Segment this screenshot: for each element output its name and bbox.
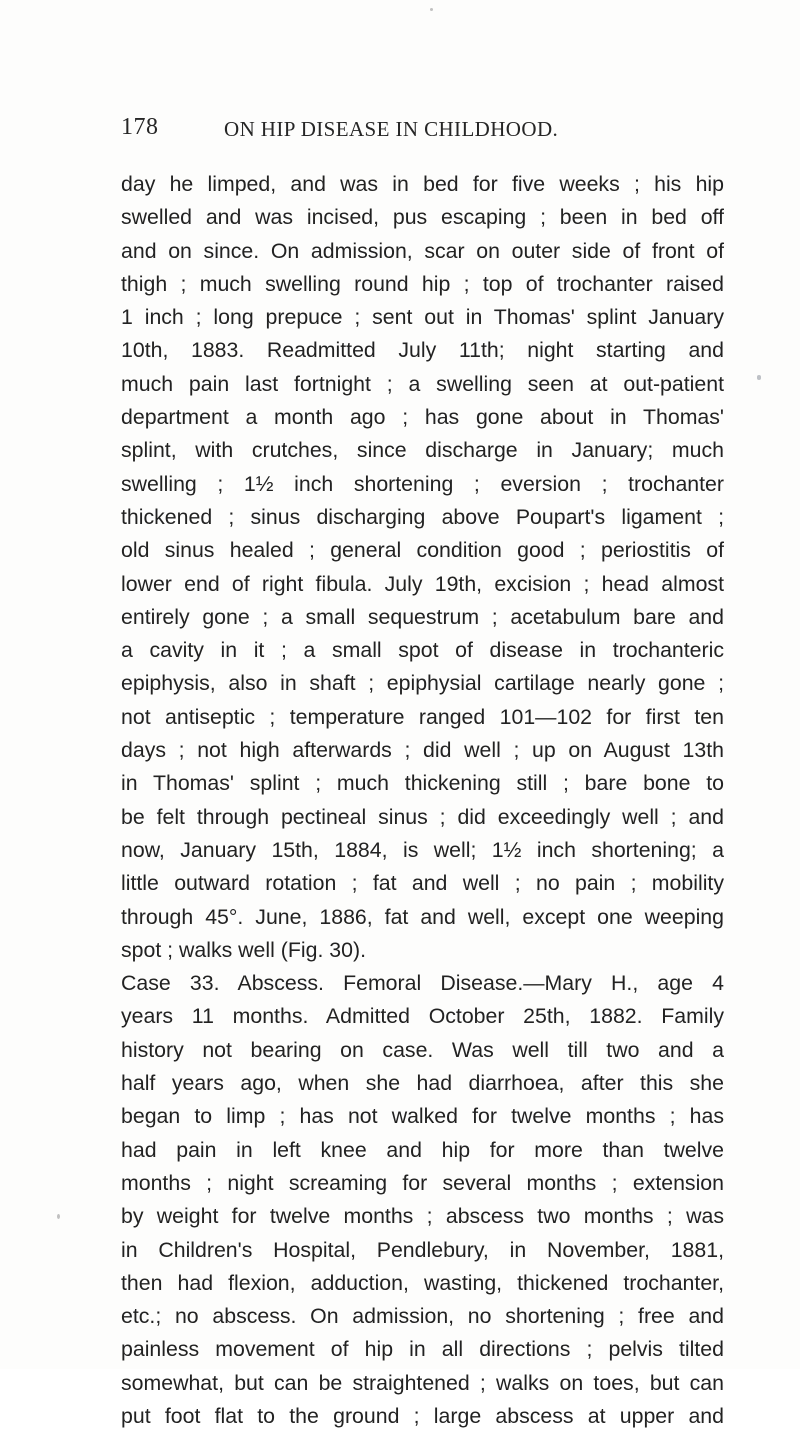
text-line: through 45°. June, 1886, fat and well, except one weeping xyxy=(121,904,724,929)
text-line: a cavity in it ; a small spot of disease in trochanteric xyxy=(121,638,724,663)
text-line: in Thomas' splint ; much thickening still ; bare bone to xyxy=(121,771,724,796)
text-line: thigh ; much swelling round hip ; top of trochanter raised xyxy=(121,271,724,296)
text-line: Case 33. Abscess. Femoral Disease.—Mary H., age 4 xyxy=(121,971,724,996)
text-line: epiphysis, also in shaft ; epiphysial cartilage nearly gone ; xyxy=(121,671,724,696)
text-line: entirely gone ; a small sequestrum ; acetabulum bare and xyxy=(121,604,724,629)
text-line: and on since. On admission, scar on outer side of front of xyxy=(121,238,724,263)
text-line: somewhat, but can be straightened ; walks on toes, but can xyxy=(121,1370,724,1395)
text-line: by weight for twelve months ; abscess two months ; was xyxy=(121,1204,724,1229)
text-line: spot ; walks well (Fig. 30). xyxy=(121,937,366,962)
running-head: ON HIP DISEASE IN CHILDHOOD. xyxy=(224,117,559,141)
text-line: much pain last fortnight ; a swelling seen at out-patient xyxy=(121,371,724,396)
text-line: history not bearing on case. Was well till two and a xyxy=(121,1037,724,1062)
text-line: painless movement of hip in all directions ; pelvis tilted xyxy=(121,1337,724,1362)
text-line: put foot flat to the ground ; large abscess at upper and xyxy=(121,1403,724,1428)
text-line: months ; night screaming for several months ; extension xyxy=(121,1170,724,1195)
margin-smudge xyxy=(757,375,761,380)
text-line: old sinus healed ; general condition good ; periostitis of xyxy=(121,538,724,563)
text-line: day he limped, and was in bed for five weeks ; his hip xyxy=(121,172,724,196)
text-line: swelled and was incised, pus escaping ; been in bed off xyxy=(121,205,724,230)
text-line: half years ago, when she had diarrhoea, after this she xyxy=(121,1071,724,1096)
page-header xyxy=(121,114,741,146)
text-line: began to limp ; has not walked for twelve months ; has xyxy=(121,1104,724,1129)
text-line: etc.; no abscess. On admission, no shortening ; free and xyxy=(121,1304,724,1329)
text-line: splint, with crutches, since discharge in January; much xyxy=(121,438,724,463)
text-line: 1 inch ; long prepuce ; sent out in Thomas' splint January xyxy=(121,305,724,330)
text-line: not antiseptic ; temperature ranged 101—102 for first ten xyxy=(121,704,724,729)
body-text xyxy=(121,168,724,1433)
text-line: lower end of right fibula. July 19th, excision ; head almost xyxy=(121,571,724,596)
text-line: in Children's Hospital, Pendlebury, in November, 1881, xyxy=(121,1237,724,1262)
text-line: 10th, 1883. Readmitted July 11th; night starting and xyxy=(121,338,724,363)
text-line: little outward rotation ; fat and well ; no pain ; mobility xyxy=(121,871,724,896)
text-line: thickened ; sinus discharging above Poupart's ligament ; xyxy=(121,504,724,529)
text-line: then had flexion, adduction, wasting, thickened trochanter, xyxy=(121,1270,724,1295)
paper-speck xyxy=(430,8,433,11)
page-number: 178 xyxy=(121,114,159,140)
text-line: had pain in left knee and hip for more than twelve xyxy=(121,1137,724,1162)
text-line: now, January 15th, 1884, is well; 1½ inch shortening; a xyxy=(121,837,724,862)
paper-speck xyxy=(57,1214,60,1219)
text-line: department a month ago ; has gone about in Thomas' xyxy=(121,405,724,430)
text-line: days ; not high afterwards ; did well ; up on August 13th xyxy=(121,738,724,763)
text-line: swelling ; 1½ inch shortening ; eversion ; trochanter xyxy=(121,471,724,496)
text-line: years 11 months. Admitted October 25th, 1882. Family xyxy=(121,1004,724,1029)
text-line: be felt through pectineal sinus ; did exceedingly well ; and xyxy=(121,804,724,829)
